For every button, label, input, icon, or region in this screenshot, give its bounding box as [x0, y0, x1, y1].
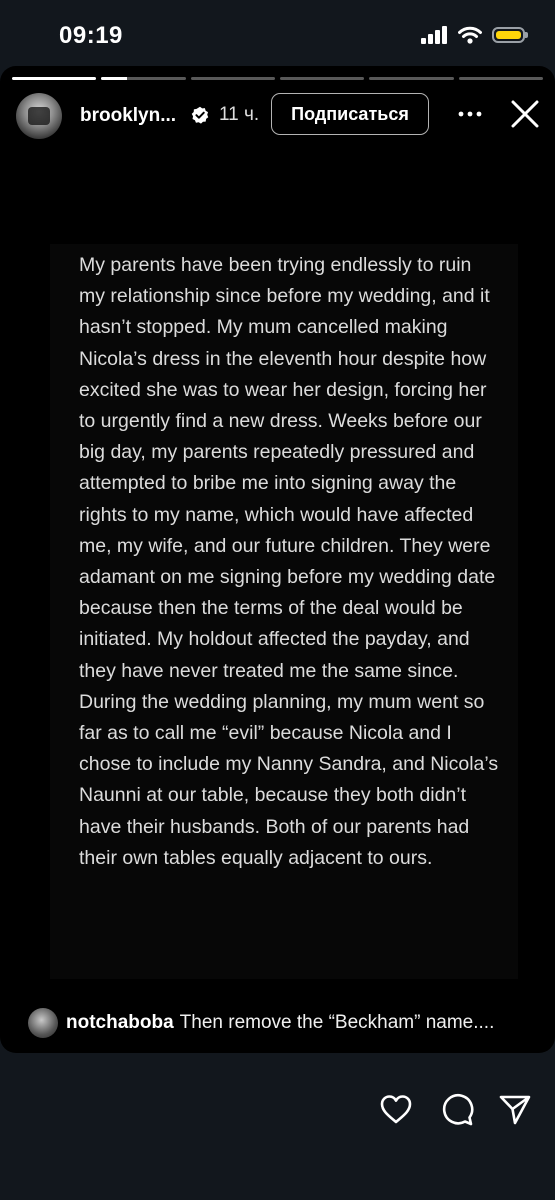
- progress-segment: [280, 77, 364, 80]
- comment-username: notchaboba: [66, 1012, 174, 1033]
- signal-icon: [421, 26, 448, 44]
- progress-segment: [369, 77, 453, 80]
- follow-button[interactable]: Подписаться: [271, 93, 429, 135]
- progress-segment: [191, 77, 275, 80]
- story-text: My parents have been trying endlessly to ruin my relationship since before my wedding, and it hasn’t stopped. My mum cancelled making Nicola’s dress in the eleventh hour despite how excited she was to wear her design, forcing her to urgently find a new dress. Weeks before our big day, my parents repeatedly pressured and attempted to bribe me into signing away the rights to my name, which would have affected me, my wife, and our future children. They were adamant on me signing before my wedding date because then the terms of the deal would be initiated. My holdout affected the payday, and they have never treated me the same since. During the wedding planning, my mum went so far as to call me “evil” because Nicola and I chose to include my Nanny Sandra, and Nicola’s Naunni at our table, because they both didn’t have their husbands. Both of our parents had their own tables equally adjacent to ours.: [79, 254, 499, 869]
- battery-icon: [492, 27, 525, 43]
- progress-segment: [459, 77, 543, 80]
- comment-icon[interactable]: [440, 1093, 474, 1127]
- progress-fill: [12, 77, 96, 80]
- status-bar: [0, 0, 555, 70]
- story-card[interactable]: [0, 66, 555, 1053]
- verified-icon: [191, 106, 209, 124]
- status-icons: [421, 26, 525, 44]
- progress-segment: [12, 77, 96, 80]
- comment-avatar: [28, 1008, 58, 1038]
- comment-text: Then remove the “Beckham” name....: [179, 1012, 495, 1033]
- status-time: 09:19: [59, 22, 123, 49]
- story-username[interactable]: brooklyn...: [80, 105, 177, 126]
- featured-comment[interactable]: [28, 1008, 494, 1038]
- story-time-ago: 11 ч.: [219, 104, 260, 125]
- close-icon[interactable]: [510, 99, 540, 129]
- progress-fill: [101, 77, 126, 80]
- progress-segment: [101, 77, 185, 80]
- send-icon[interactable]: [498, 1093, 532, 1127]
- more-icon[interactable]: [455, 102, 485, 126]
- story-progress: [12, 77, 543, 80]
- avatar[interactable]: [16, 93, 62, 139]
- heart-icon[interactable]: [379, 1093, 413, 1127]
- wifi-icon: [458, 26, 482, 44]
